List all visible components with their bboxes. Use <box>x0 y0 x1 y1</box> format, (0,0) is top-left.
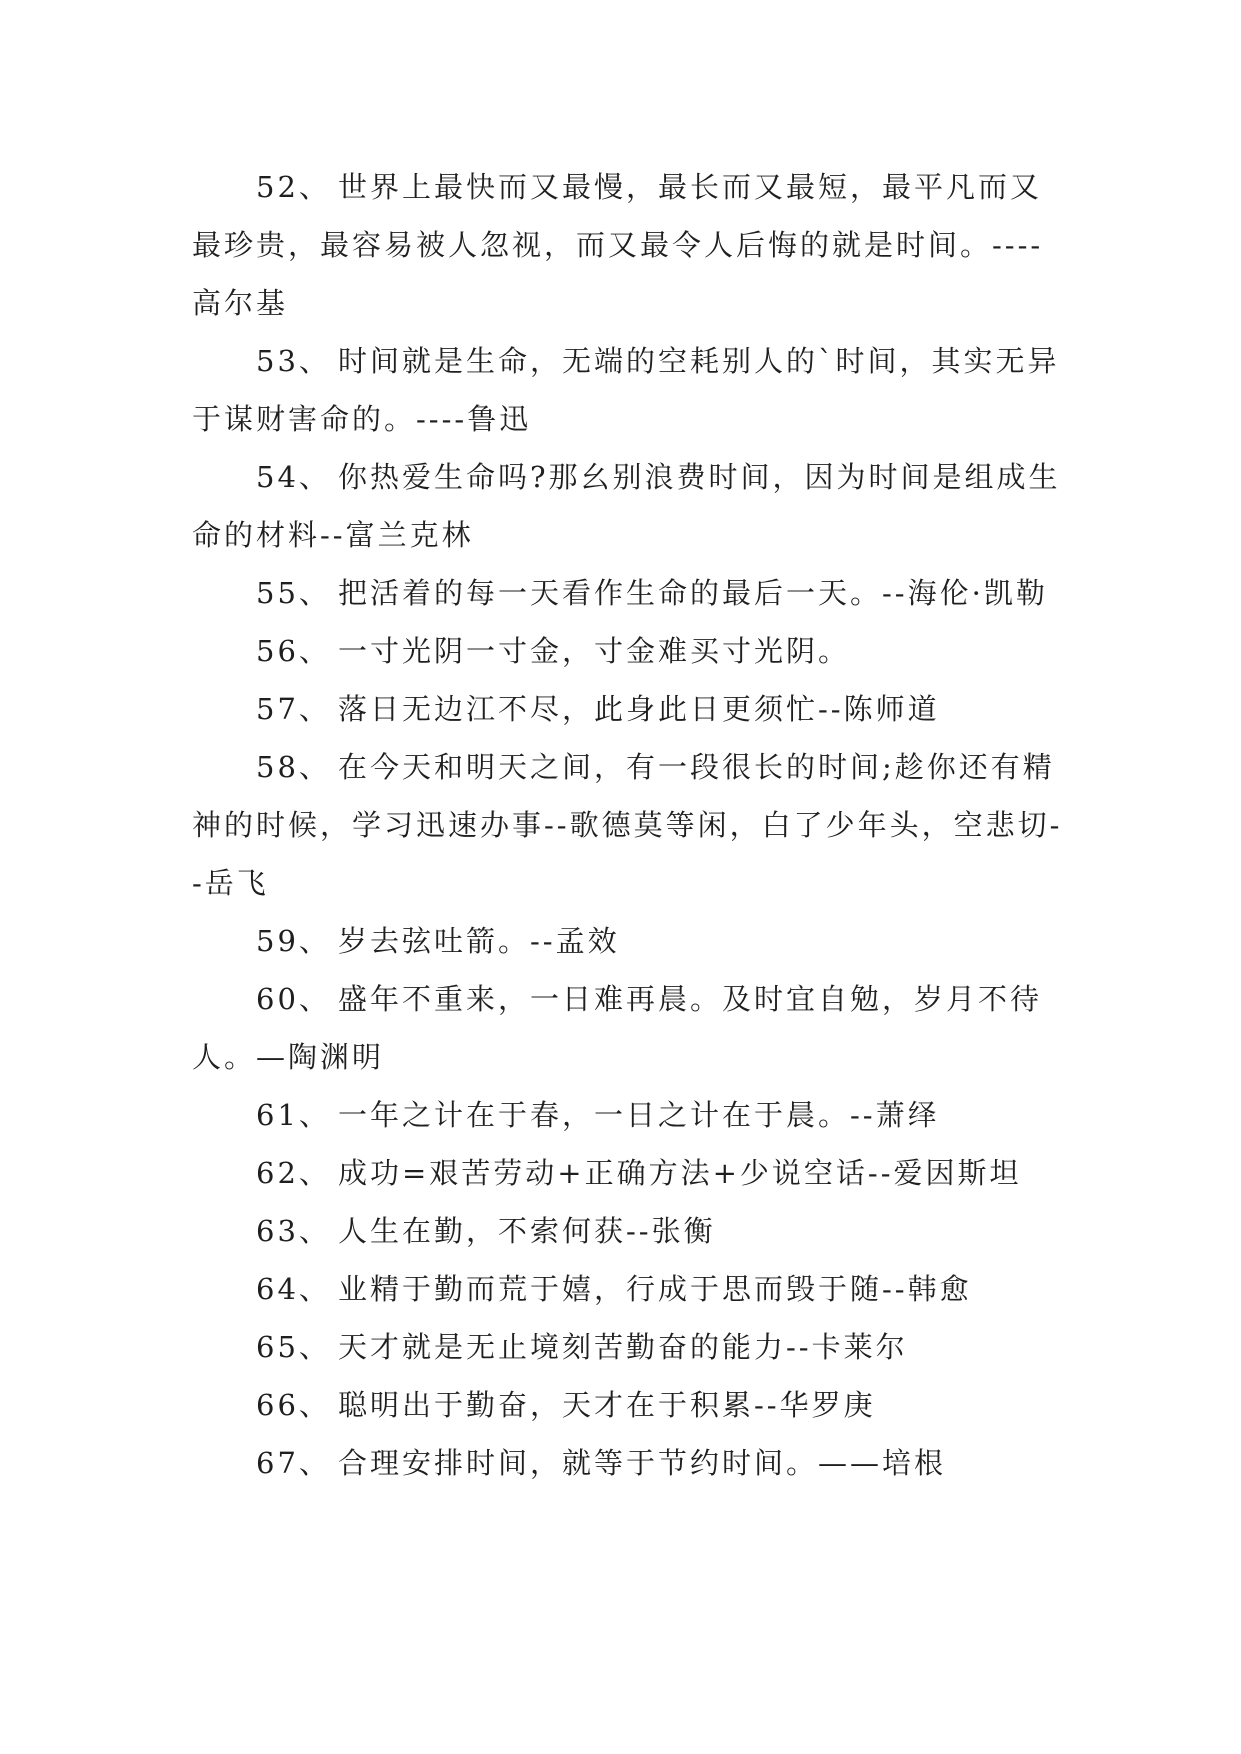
list-item <box>192 1144 1064 1202</box>
item-text: 人生在勤，不索何获--张衡 <box>338 1214 716 1248</box>
item-number: 53、 <box>256 344 331 378</box>
list-item <box>192 158 1064 332</box>
item-number: 67、 <box>256 1446 331 1480</box>
item-number: 56、 <box>256 634 331 668</box>
item-number: 61、 <box>256 1098 331 1132</box>
list-item <box>192 970 1064 1086</box>
item-number: 59、 <box>256 924 331 958</box>
item-text: 世界上最快而又最慢，最长而又最短，最平凡而又最珍贵，最容易被人忽视，而又最令人后悔的就是时间。----高尔基 <box>192 170 1044 320</box>
item-number: 63、 <box>256 1214 331 1248</box>
item-number: 66、 <box>256 1388 331 1422</box>
item-text: 你热爱生命吗?那幺别浪费时间，因为时间是组成生命的材料--富兰克林 <box>192 460 1061 552</box>
item-number: 65、 <box>256 1330 331 1364</box>
list-item <box>192 1260 1064 1318</box>
item-text: 盛年不重来，一日难再晨。及时宜自勉，岁月不待人。—陶渊明 <box>192 982 1043 1074</box>
item-text: 一年之计在于春，一日之计在于晨。--萧绎 <box>338 1098 940 1132</box>
item-text: 聪明出于勤奋，天才在于积累--华罗庚 <box>338 1388 876 1422</box>
item-text: 把活着的每一天看作生命的最后一天。--海伦·凯勒 <box>338 576 1048 610</box>
list-item <box>192 564 1064 622</box>
item-number: 54、 <box>256 460 331 494</box>
item-text: 岁去弦吐箭。--孟效 <box>338 924 620 958</box>
item-text: 时间就是生命，无端的空耗别人的`时间，其实无异于谋财害命的。----鲁迅 <box>192 344 1060 436</box>
item-number: 62、 <box>256 1156 331 1190</box>
list-item <box>192 1376 1064 1434</box>
list-item <box>192 1434 1064 1492</box>
item-number: 60、 <box>256 982 331 1016</box>
list-item <box>192 1202 1064 1260</box>
item-text: 在今天和明天之间，有一段很长的时间;趁你还有精神的时候，学习迅速办事--歌德莫等闲，白了少年头，空悲切--岳飞 <box>192 750 1063 900</box>
item-number: 55、 <box>256 576 331 610</box>
item-text: 一寸光阴一寸金，寸金难买寸光阴。 <box>338 634 851 668</box>
list-item <box>192 332 1064 448</box>
quote-list <box>192 158 1064 1492</box>
list-item <box>192 738 1064 912</box>
item-text: 天才就是无止境刻苦勤奋的能力--卡莱尔 <box>338 1330 908 1364</box>
list-item <box>192 622 1064 680</box>
list-item <box>192 680 1064 738</box>
list-item <box>192 1318 1064 1376</box>
item-number: 52、 <box>256 170 331 204</box>
list-item <box>192 448 1064 564</box>
item-number: 57、 <box>256 692 331 726</box>
list-item <box>192 912 1064 970</box>
item-text: 成功=艰苦劳动+正确方法+少说空话--爱因斯坦 <box>338 1156 1022 1190</box>
list-item <box>192 1086 1064 1144</box>
item-text: 落日无边江不尽，此身此日更须忙--陈师道 <box>338 692 940 726</box>
item-number: 58、 <box>256 750 331 784</box>
item-text: 合理安排时间，就等于节约时间。——培根 <box>338 1446 947 1480</box>
item-number: 64、 <box>256 1272 331 1306</box>
item-text: 业精于勤而荒于嬉，行成于思而毁于随--韩愈 <box>338 1272 972 1306</box>
